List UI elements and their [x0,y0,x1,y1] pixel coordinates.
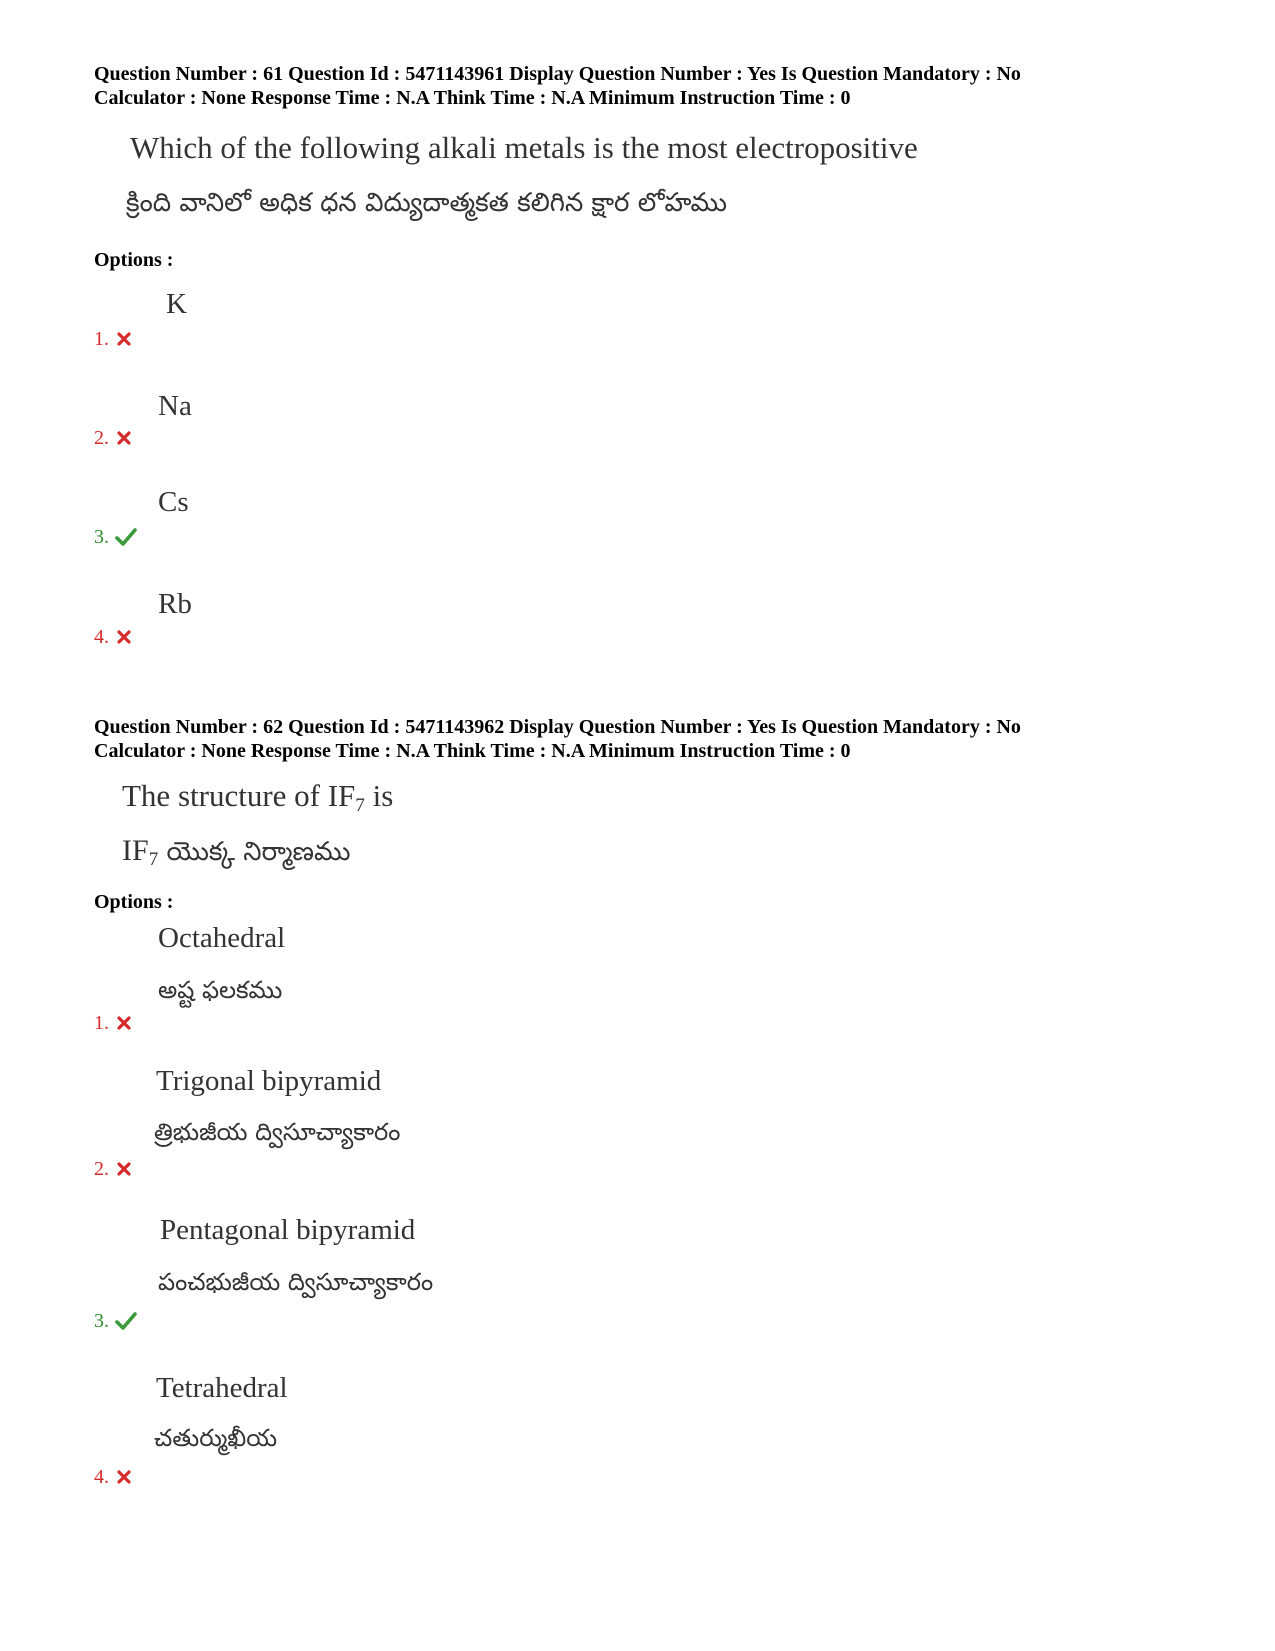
option-2-number: 2. [94,1158,133,1180]
question-text-te: క్రింది వానిలో అధిక ధన విద్యుదాత్మకత కలిగిన క్షార లోహము [126,188,728,218]
option-1-text: K [166,288,187,320]
option-1-text-en: Octahedral [158,922,286,954]
question-text-te: $IF_7$ యొక్క నిర్మాణము [122,834,351,870]
cross-icon [115,330,133,348]
question-text-en: Which of the following alkali metals is the most electropositive [130,130,918,165]
options-label: Options : [94,249,174,271]
option-2-number: 2. [94,427,133,449]
option-2-text-te: త్రిభుజీయ ద్విసూచ్యాకారం [154,1118,401,1146]
options-label: Options : [94,891,174,913]
option-4-text-en: Tetrahedral [156,1372,288,1404]
question-meta-line1: Question Number : 62 Question Id : 5471143962 Display Question Number : Yes Is Question Mandatory : No [94,716,1021,738]
question-text-en: The structure of $IF_7$ is [122,778,394,816]
cross-icon [115,1468,133,1486]
option-4-text: Rb [158,588,192,620]
cross-icon [115,1160,133,1178]
option-3-text-en: Pentagonal bipyramid [160,1214,416,1246]
option-1-text-te: అష్ట ఫలకము [158,976,283,1004]
option-3-text-te: పంచభుజీయ ద్విసూచ్యాకారం [158,1268,434,1296]
option-4-number: 4. [94,626,133,648]
option-4-text-te: చతుర్ముఖీయ [154,1424,278,1452]
question-meta-line2: Calculator : None Response Time : N.A Think Time : N.A Minimum Instruction Time : 0 [94,740,851,762]
option-2-text-en: Trigonal bipyramid [156,1065,382,1097]
cross-icon [115,628,133,646]
option-2-text: Na [158,390,192,422]
option-1-number: 1. [94,328,133,350]
check-icon [115,1311,137,1331]
question-meta-line2: Calculator : None Response Time : N.A Think Time : N.A Minimum Instruction Time : 0 [94,87,851,109]
option-3-number: 3. [94,1310,137,1332]
check-icon [115,527,137,547]
option-3-text: Cs [158,486,189,518]
option-3-number: 3. [94,526,137,548]
cross-icon [115,429,133,447]
option-4-number: 4. [94,1466,133,1488]
cross-icon [115,1014,133,1032]
question-meta-line1: Question Number : 61 Question Id : 5471143961 Display Question Number : Yes Is Question Mandatory : No [94,63,1021,85]
option-1-number: 1. [94,1012,133,1034]
